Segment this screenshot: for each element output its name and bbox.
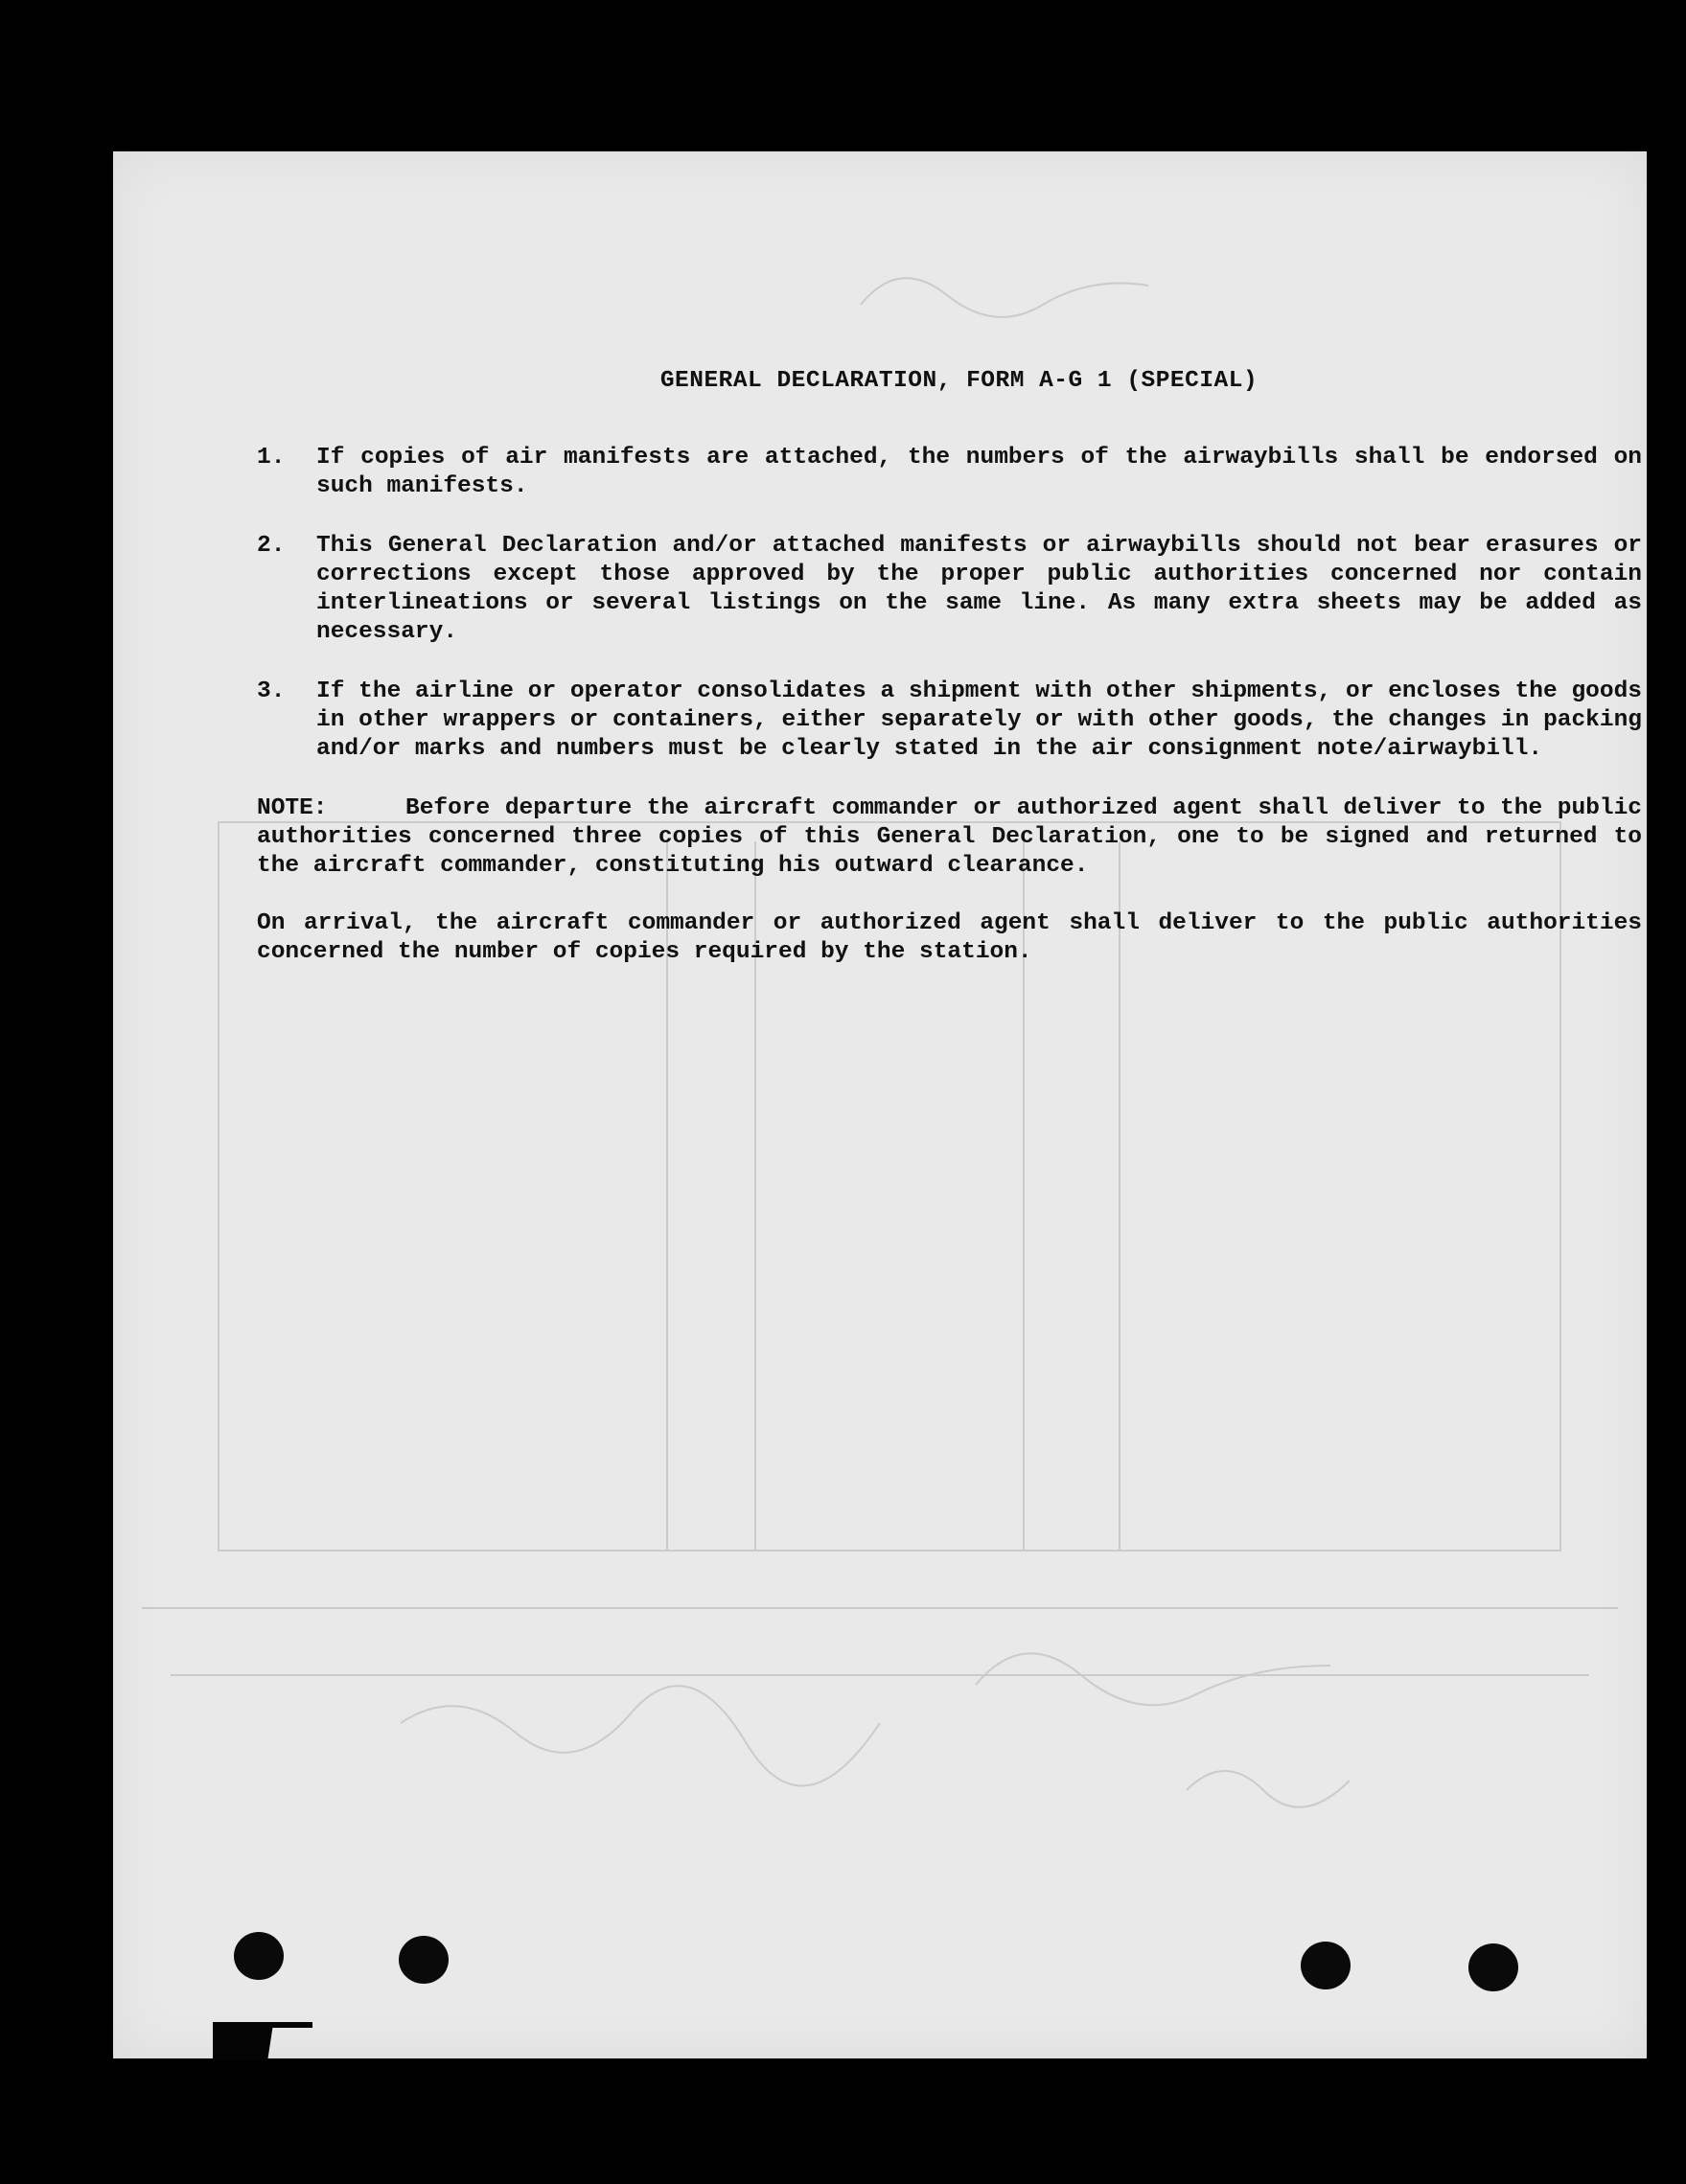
item-text: This General Declaration and/or attached manifests or airwaybills should not bear erasures or corrections except those approved by the proper public authorities concerned nor contain interlineations or several listings on the same line. As many extra sheets may be added as necessary. xyxy=(316,533,1642,645)
document-title: GENERAL DECLARATION, FORM A-G 1 (SPECIAL) xyxy=(659,368,1259,394)
item-number: 2. xyxy=(257,533,286,559)
instruction-item xyxy=(257,444,1642,501)
note-paragraph xyxy=(257,794,1642,881)
punch-hole-2 xyxy=(399,1936,449,1984)
instruction-item xyxy=(257,678,1642,764)
document-page xyxy=(113,151,1647,2058)
item-number: 1. xyxy=(257,445,286,471)
punch-hole-3 xyxy=(1301,1942,1351,1989)
note-label: NOTE: xyxy=(257,795,328,821)
punch-hole-1 xyxy=(234,1932,284,1980)
declaration-instructions xyxy=(257,367,1642,967)
item-text: If copies of air manifests are attached, the numbers of the airwaybills shall be endorsed on such manifests. xyxy=(316,445,1642,499)
note-text: Before departure the aircraft commander or authorized agent shall deliver to the public authorities concerned three copies of this General Declaration, one to be signed and returned to the aircraft commander, constituting his outward clearance. xyxy=(257,795,1642,879)
arrival-paragraph: On arrival, the aircraft commander or authorized agent shall deliver to the public authorities concerned the number of copies required by the station. xyxy=(257,910,1642,965)
item-number: 3. xyxy=(257,678,286,704)
instruction-item xyxy=(257,532,1642,647)
item-text: If the airline or operator consolidates a shipment with other shipments, or encloses the goods in other wrappers or containers, either separately or with other goods, the changes in packing and/or marks and numbers must be clearly stated in the air consignment note/airwaybill. xyxy=(316,678,1642,762)
punch-hole-4 xyxy=(1468,1943,1518,1991)
